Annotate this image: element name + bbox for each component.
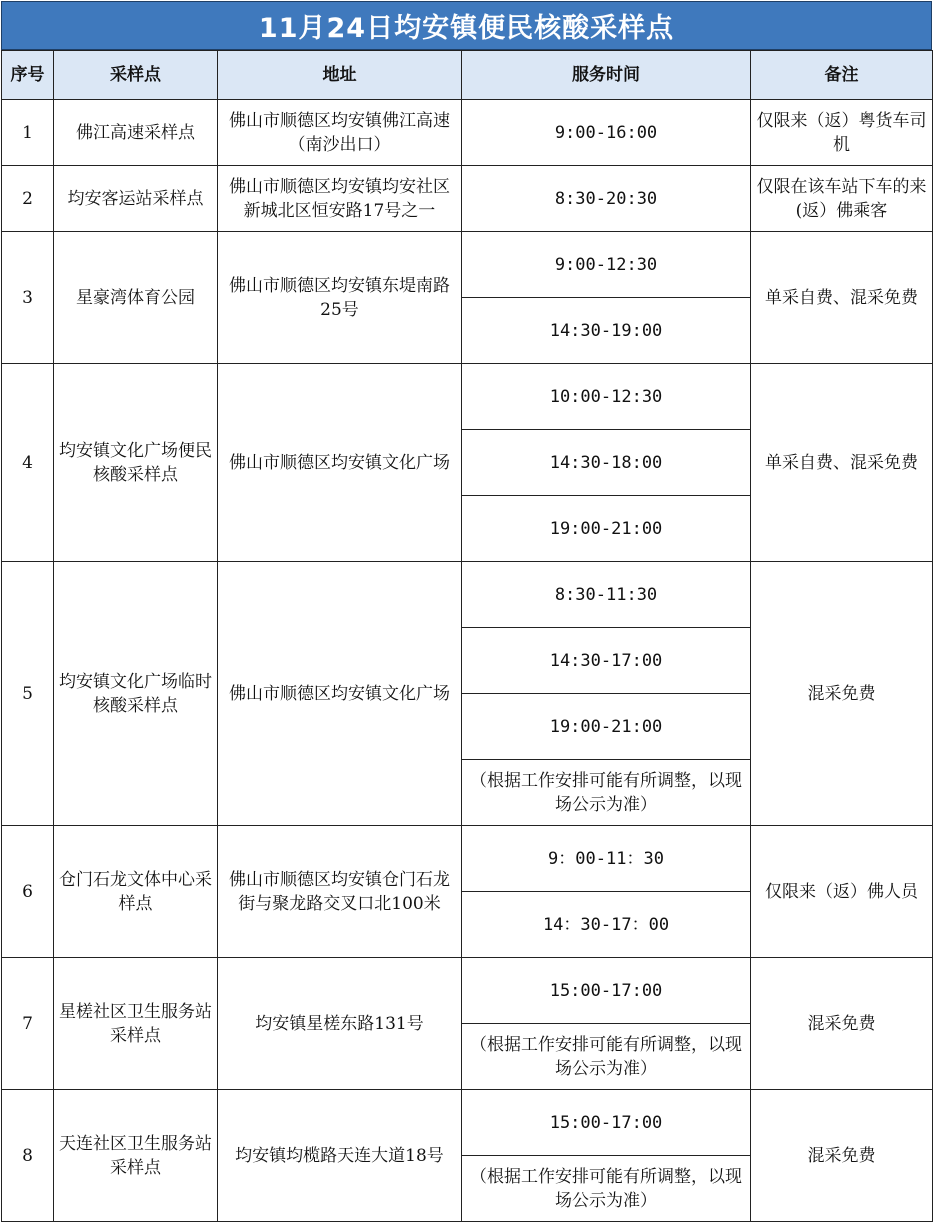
row-seq: 8: [2, 1090, 54, 1222]
row-seq: 6: [2, 826, 54, 958]
row-note: 单采自费、混采免费: [751, 232, 933, 364]
row-seq: 2: [2, 166, 54, 232]
row-note: 仅限在该车站下车的来(返）佛乘客: [751, 166, 933, 232]
header-time: 服务时间: [462, 51, 751, 100]
table-row: [2, 826, 933, 892]
row-note: 混采免费: [751, 562, 933, 826]
table-row: [2, 232, 933, 298]
header-site: 采样点: [54, 51, 218, 100]
row-time: 14:30-18:00: [462, 430, 751, 496]
row-site: 均安客运站采样点: [54, 166, 218, 232]
row-site: 仓门石龙文体中心采样点: [54, 826, 218, 958]
table-row: [2, 1090, 933, 1156]
row-seq: 4: [2, 364, 54, 562]
row-time: 8:30-20:30: [462, 166, 751, 232]
header-seq: 序号: [2, 51, 54, 100]
row-seq: 5: [2, 562, 54, 826]
row-address: 佛山市顺德区均安镇佛江高速（南沙出口）: [218, 100, 462, 166]
row-time-remark: （根据工作安排可能有所调整，以现场公示为准）: [462, 1024, 751, 1090]
header-address: 地址: [218, 51, 462, 100]
row-site: 均安镇文化广场临时核酸采样点: [54, 562, 218, 826]
row-site: 星豪湾体育公园: [54, 232, 218, 364]
page-title: 11月24日均安镇便民核酸采样点: [1, 1, 932, 50]
row-site: 佛江高速采样点: [54, 100, 218, 166]
row-seq: 7: [2, 958, 54, 1090]
row-address: 均安镇星槎东路131号: [218, 958, 462, 1090]
table-header-row: [2, 51, 933, 100]
row-note: 仅限来（返）佛人员: [751, 826, 933, 958]
row-address: 佛山市顺德区均安镇文化广场: [218, 562, 462, 826]
row-note: 混采免费: [751, 1090, 933, 1222]
row-time: 8:30-11:30: [462, 562, 751, 628]
row-time: 9：00-11：30: [462, 826, 751, 892]
table-row: [2, 562, 933, 628]
row-address: 佛山市顺德区均安镇均安社区新城北区恒安路17号之一: [218, 166, 462, 232]
row-seq: 1: [2, 100, 54, 166]
row-site: 均安镇文化广场便民核酸采样点: [54, 364, 218, 562]
row-address: 佛山市顺德区均安镇东堤南路25号: [218, 232, 462, 364]
row-time: 14:30-17:00: [462, 628, 751, 694]
row-address: 佛山市顺德区均安镇文化广场: [218, 364, 462, 562]
row-address: 均安镇均榄路天连大道18号: [218, 1090, 462, 1222]
row-note: 混采免费: [751, 958, 933, 1090]
row-site: 星槎社区卫生服务站采样点: [54, 958, 218, 1090]
table-row: [2, 100, 933, 166]
row-time: 14:30-19:00: [462, 298, 751, 364]
sampling-sites-table: [1, 50, 933, 1222]
row-time: 9:00-16:00: [462, 100, 751, 166]
table-row: [2, 166, 933, 232]
row-time: 14：30-17：00: [462, 892, 751, 958]
row-address: 佛山市顺德区均安镇仓门石龙街与聚龙路交叉口北100米: [218, 826, 462, 958]
row-time-remark: （根据工作安排可能有所调整，以现场公示为准）: [462, 760, 751, 826]
row-note: 单采自费、混采免费: [751, 364, 933, 562]
row-time: 19:00-21:00: [462, 694, 751, 760]
row-time: 9:00-12:30: [462, 232, 751, 298]
row-time-remark: （根据工作安排可能有所调整，以现场公示为准）: [462, 1156, 751, 1222]
row-time: 10:00-12:30: [462, 364, 751, 430]
table-row: [2, 958, 933, 1024]
row-time: 15:00-17:00: [462, 958, 751, 1024]
row-time: 19:00-21:00: [462, 496, 751, 562]
row-time: 15:00-17:00: [462, 1090, 751, 1156]
row-note: 仅限来（返）粤货车司机: [751, 100, 933, 166]
table-row: [2, 364, 933, 430]
row-seq: 3: [2, 232, 54, 364]
header-note: 备注: [751, 51, 933, 100]
row-site: 天连社区卫生服务站采样点: [54, 1090, 218, 1222]
